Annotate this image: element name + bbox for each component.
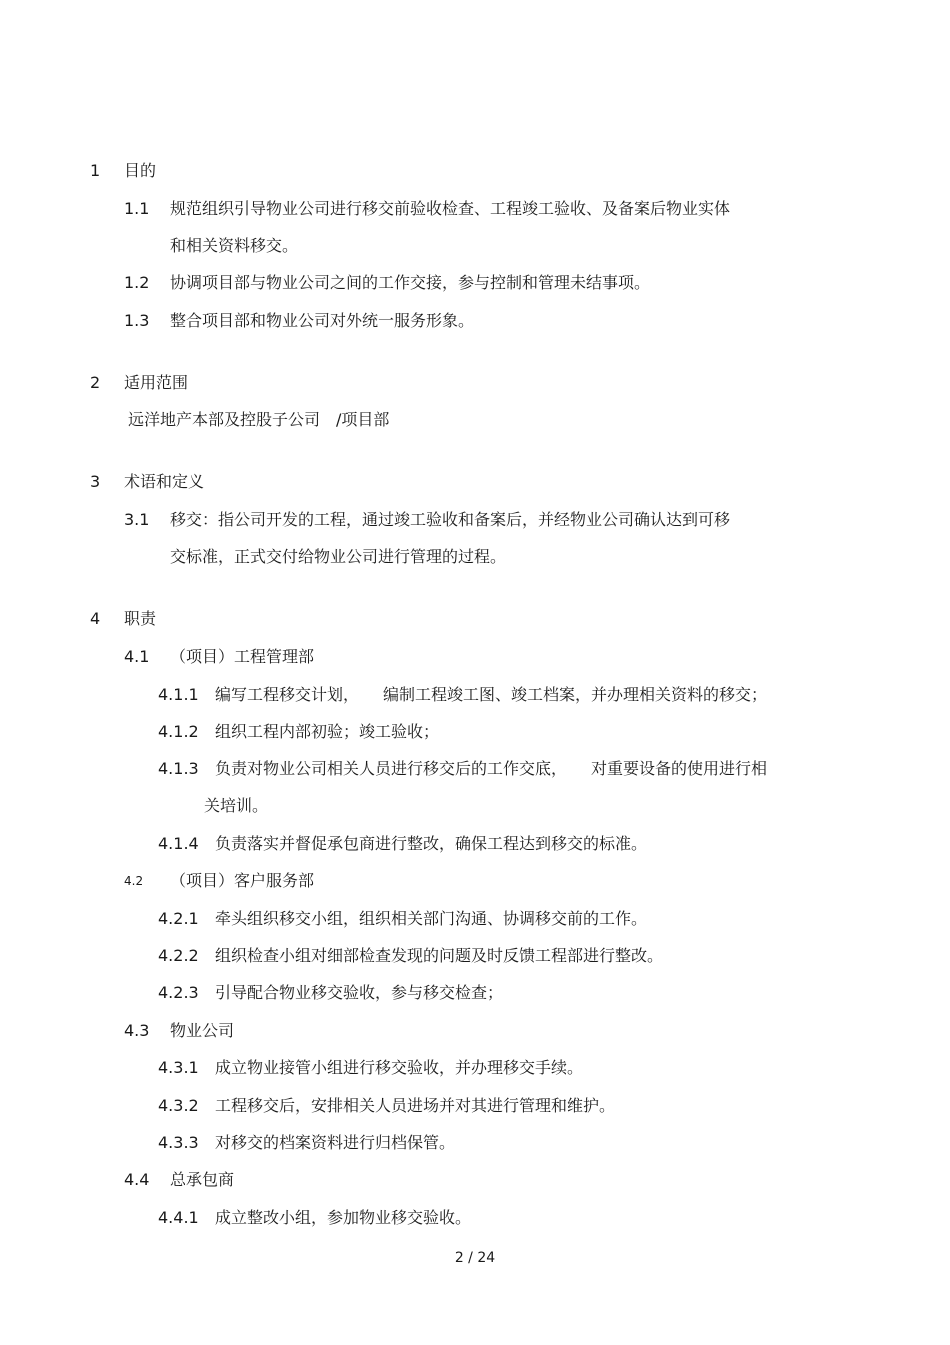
item-number: 4.3.2 — [158, 1096, 199, 1115]
subsection-number: 4.2 — [124, 874, 144, 888]
item-text: 和相关资料移交。 — [170, 236, 299, 255]
item-text: 成立整改小组，参加物业移交验收。 — [215, 1208, 472, 1227]
scope-text: 远洋地产本部及控股子公司 /项目部 — [128, 410, 390, 429]
item-number: 4.1.2 — [158, 722, 199, 741]
item-text: 编写工程移交计划， 编制工程竣工图、竣工档案，并办理相关资料的移交； — [215, 685, 768, 704]
item-text: 移交：指公司开发的工程，通过竣工验收和备案后，并经物业公司确认达到可移 — [170, 510, 731, 529]
item-number: 3.1 — [124, 510, 150, 529]
item-number: 4.1.4 — [158, 834, 199, 853]
item-text: 负责对物业公司相关人员进行移交后的工作交底， 对重要设备的使用进行相 — [215, 759, 768, 778]
item-number: 4.2.3 — [158, 983, 199, 1002]
item-number: 1.1 — [124, 199, 150, 218]
item-number: 1.3 — [124, 311, 150, 330]
item-text: 对移交的档案资料进行归档保管。 — [215, 1133, 456, 1152]
section-title: 术语和定义 — [124, 472, 205, 491]
subsection-number: 4.4 — [124, 1170, 150, 1189]
item-number: 4.3.3 — [158, 1133, 199, 1152]
section-number: 3 — [90, 472, 101, 491]
subsection-number: 4.1 — [124, 647, 150, 666]
item-text: 牵头组织移交小组，组织相关部门沟通、协调移交前的工作。 — [215, 909, 648, 928]
item-text: 组织检查小组对细部检查发现的问题及时反馈工程部进行整改。 — [215, 946, 664, 965]
item-text: 规范组织引导物业公司进行移交前验收检查、工程竣工验收、及备案后物业实体 — [170, 199, 731, 218]
section-title: 适用范围 — [124, 373, 189, 392]
subsection-title: （项目）客户服务部 — [170, 871, 315, 890]
item-text: 协调项目部与物业公司之间的工作交接，参与控制和管理未结事项。 — [170, 273, 651, 292]
item-text: 工程移交后，安排相关人员进场并对其进行管理和维护。 — [215, 1096, 616, 1115]
section-title: 目的 — [124, 161, 157, 180]
page-number: 2 / 24 — [454, 1250, 496, 1266]
item-number: 4.4.1 — [158, 1208, 199, 1227]
item-number: 4.3.1 — [158, 1058, 199, 1077]
item-number: 4.1.3 — [158, 759, 199, 778]
section-title: 职责 — [124, 609, 157, 628]
item-text: 整合项目部和物业公司对外统一服务形象。 — [170, 311, 475, 330]
item-text: 负责落实并督促承包商进行整改，确保工程达到移交的标准。 — [215, 834, 648, 853]
section-number: 1 — [90, 161, 101, 180]
subsection-title: 物业公司 — [170, 1021, 235, 1040]
subsection-title: （项目）工程管理部 — [170, 647, 315, 666]
section-number: 4 — [90, 609, 101, 628]
item-number: 4.2.2 — [158, 946, 199, 965]
item-text: 引导配合物业移交验收，参与移交检查； — [215, 983, 504, 1002]
item-text: 组织工程内部初验；竣工验收； — [215, 722, 440, 741]
subsection-number: 4.3 — [124, 1021, 150, 1040]
item-number: 4.1.1 — [158, 685, 199, 704]
item-text: 成立物业接管小组进行移交验收，并办理移交手续。 — [215, 1058, 584, 1077]
item-text: 关培训。 — [204, 796, 269, 815]
item-number: 4.2.1 — [158, 909, 199, 928]
item-number: 1.2 — [124, 273, 150, 292]
subsection-title: 总承包商 — [170, 1170, 235, 1189]
item-text: 交标准，正式交付给物业公司进行管理的过程。 — [170, 547, 507, 566]
section-number: 2 — [90, 373, 101, 392]
